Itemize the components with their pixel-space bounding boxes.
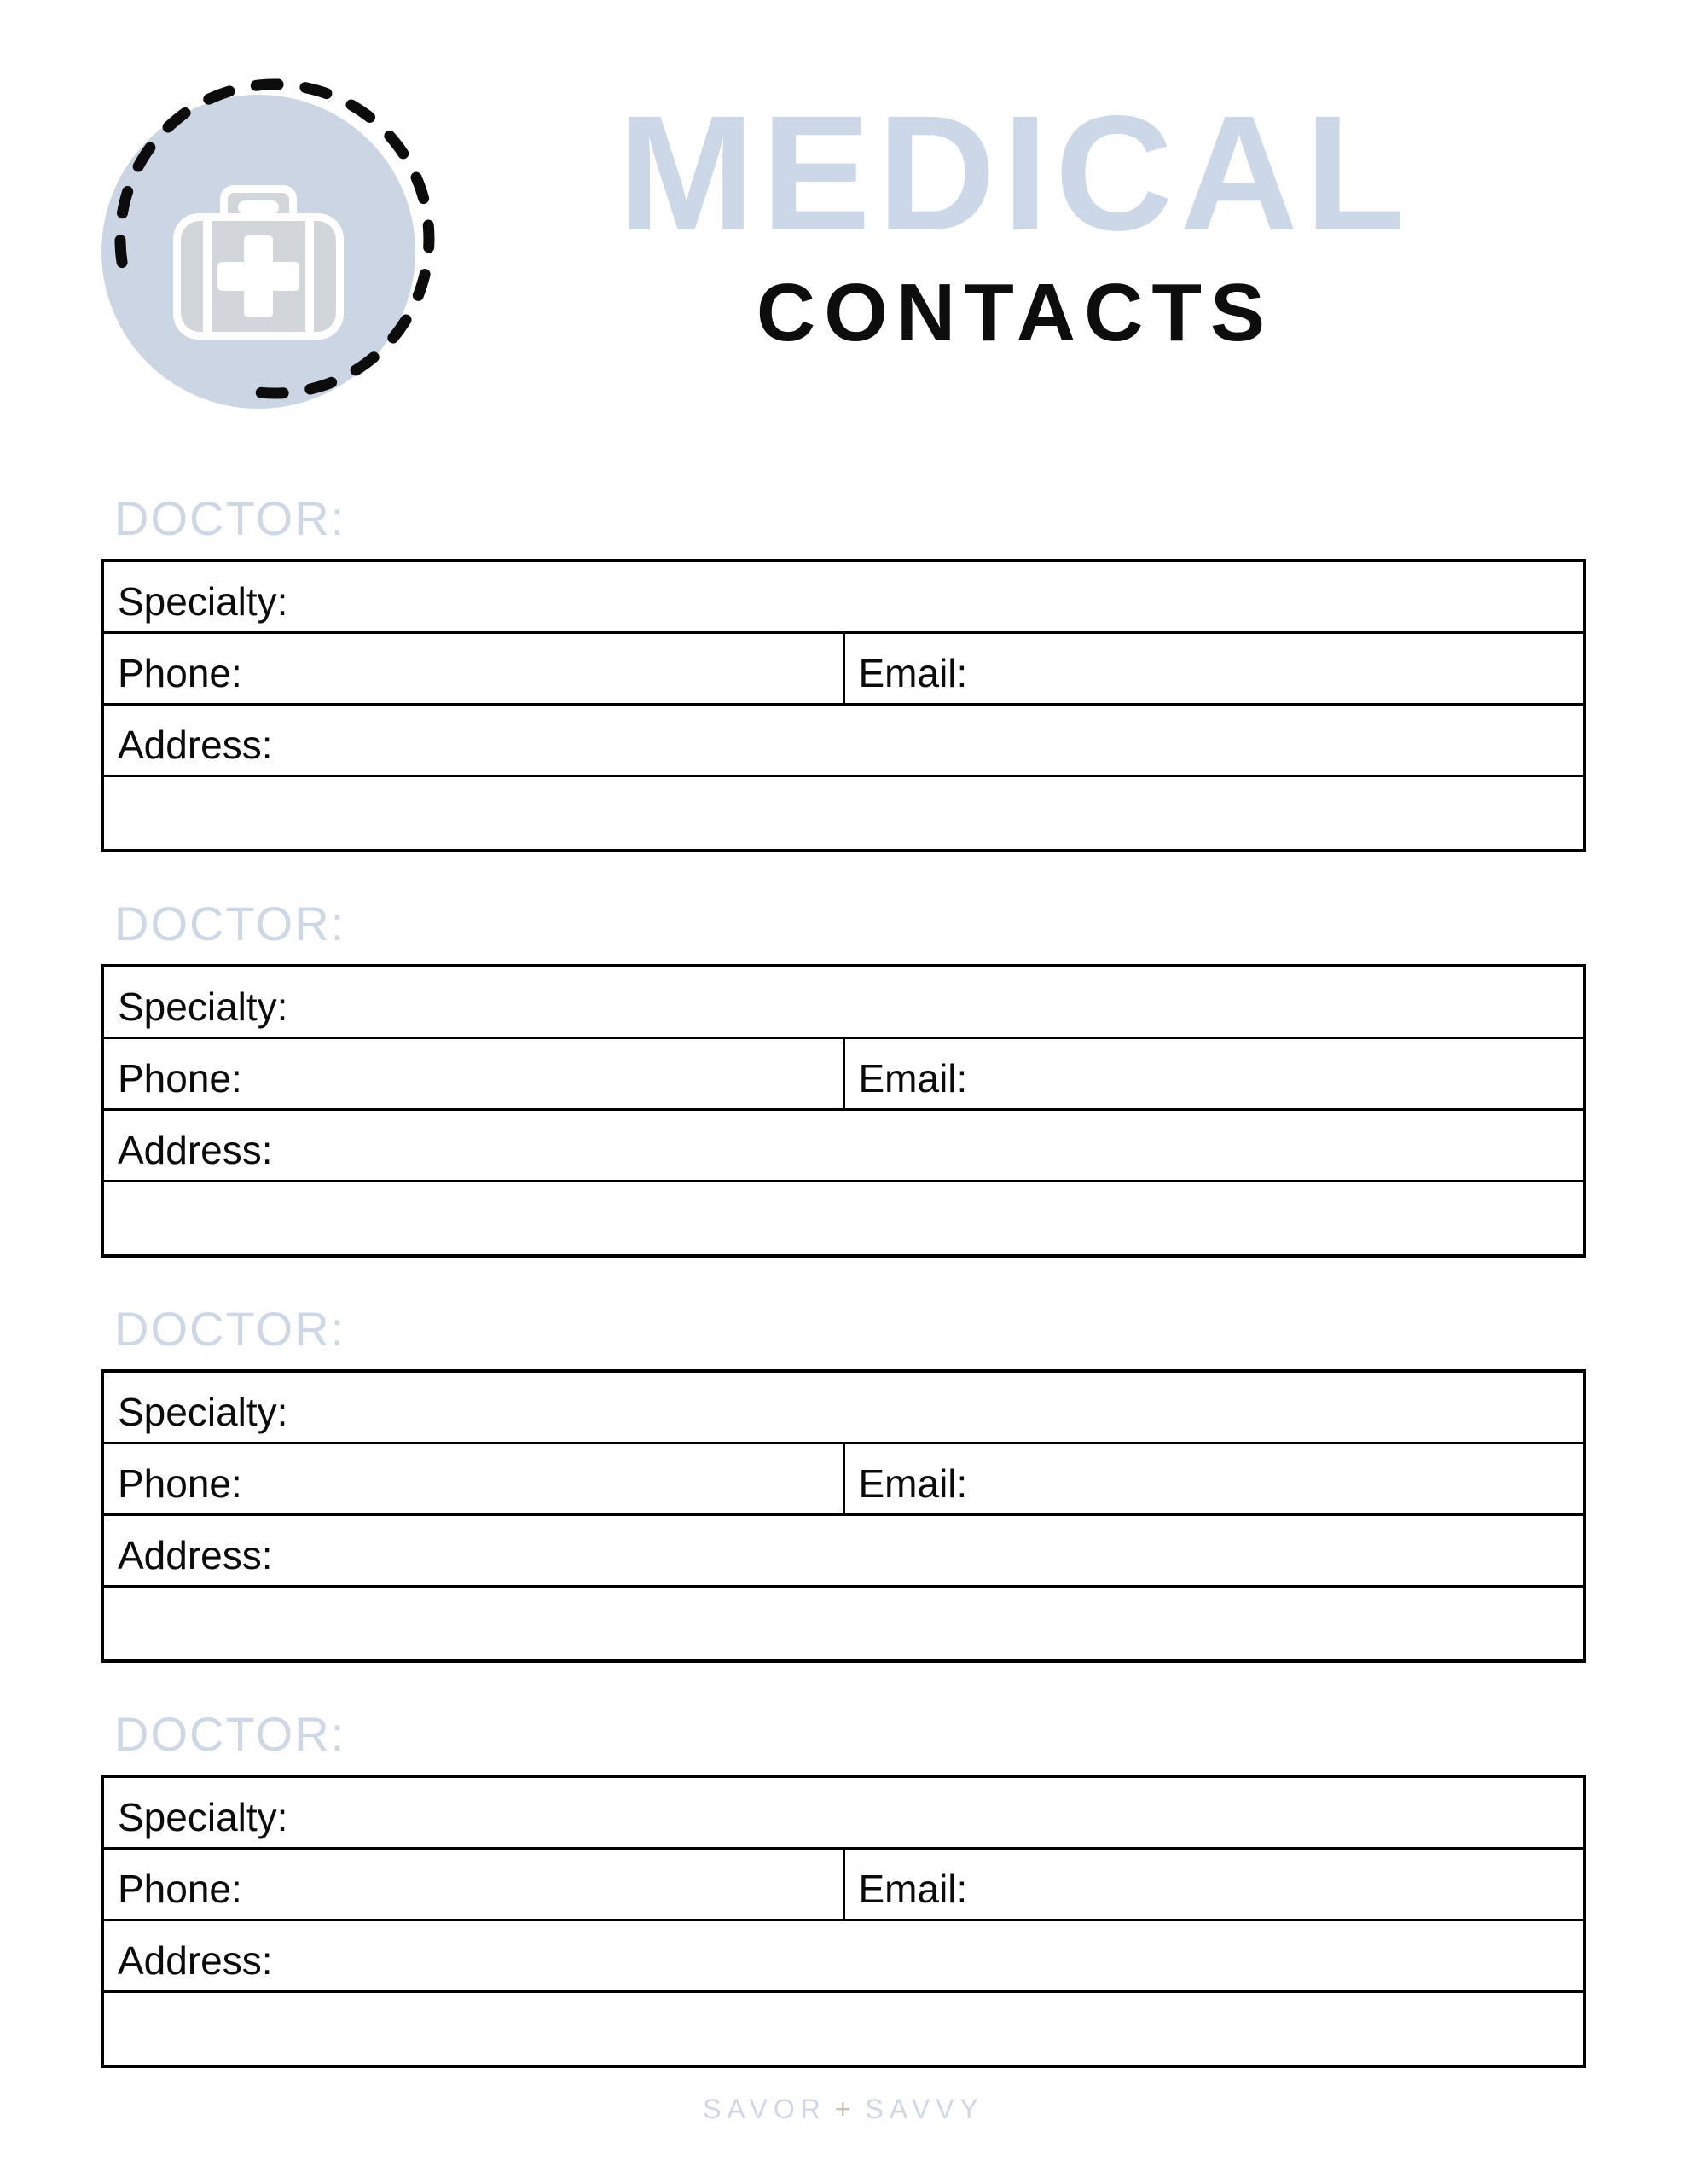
doctor-heading: DOCTOR: (114, 1302, 346, 1356)
contact-table (101, 964, 1586, 1258)
email-field: Email: (844, 1037, 1585, 1109)
email-field: Email: (844, 1443, 1585, 1514)
address-field: Address: (102, 1514, 1585, 1586)
footer-brand-left: SAVOR (703, 2094, 826, 2124)
footer-brand-right: SAVVY (865, 2094, 984, 2124)
address-field: Address: (102, 1920, 1585, 1991)
header (0, 0, 1687, 492)
doctor-section-4 (101, 1708, 1586, 2068)
notes-field (102, 1586, 1585, 1661)
doctor-heading: DOCTOR: (114, 897, 346, 950)
address-field: Address: (102, 704, 1585, 775)
phone-field: Phone: (102, 1037, 844, 1109)
phone-field: Phone: (102, 1443, 844, 1514)
page-title (512, 81, 1518, 358)
specialty-field: Specialty: (102, 1371, 1585, 1443)
doctor-section-1 (101, 492, 1586, 852)
notes-field (102, 1991, 1585, 2066)
footer-brand (0, 2094, 1687, 2125)
doctor-section-2 (101, 897, 1586, 1258)
title-contacts: CONTACTS (756, 267, 1274, 358)
title-medical: MEDICAL (617, 81, 1412, 264)
specialty-field: Specialty: (102, 966, 1585, 1037)
specialty-field: Specialty: (102, 561, 1585, 632)
address-field: Address: (102, 1109, 1585, 1181)
footer-plus-icon: + (834, 2094, 857, 2124)
phone-field: Phone: (102, 1848, 844, 1920)
first-aid-kit-icon (49, 47, 476, 448)
notes-field (102, 1181, 1585, 1256)
email-field: Email: (844, 632, 1585, 704)
doctor-section-3 (101, 1303, 1586, 1663)
contact-table (101, 1774, 1586, 2068)
phone-field: Phone: (102, 632, 844, 704)
doctor-heading: DOCTOR: (114, 491, 346, 545)
notes-field (102, 775, 1585, 851)
specialty-field: Specialty: (102, 1776, 1585, 1848)
doctor-heading: DOCTOR: (114, 1707, 346, 1761)
contact-table (101, 559, 1586, 852)
email-field: Email: (844, 1848, 1585, 1920)
contact-table (101, 1369, 1586, 1663)
